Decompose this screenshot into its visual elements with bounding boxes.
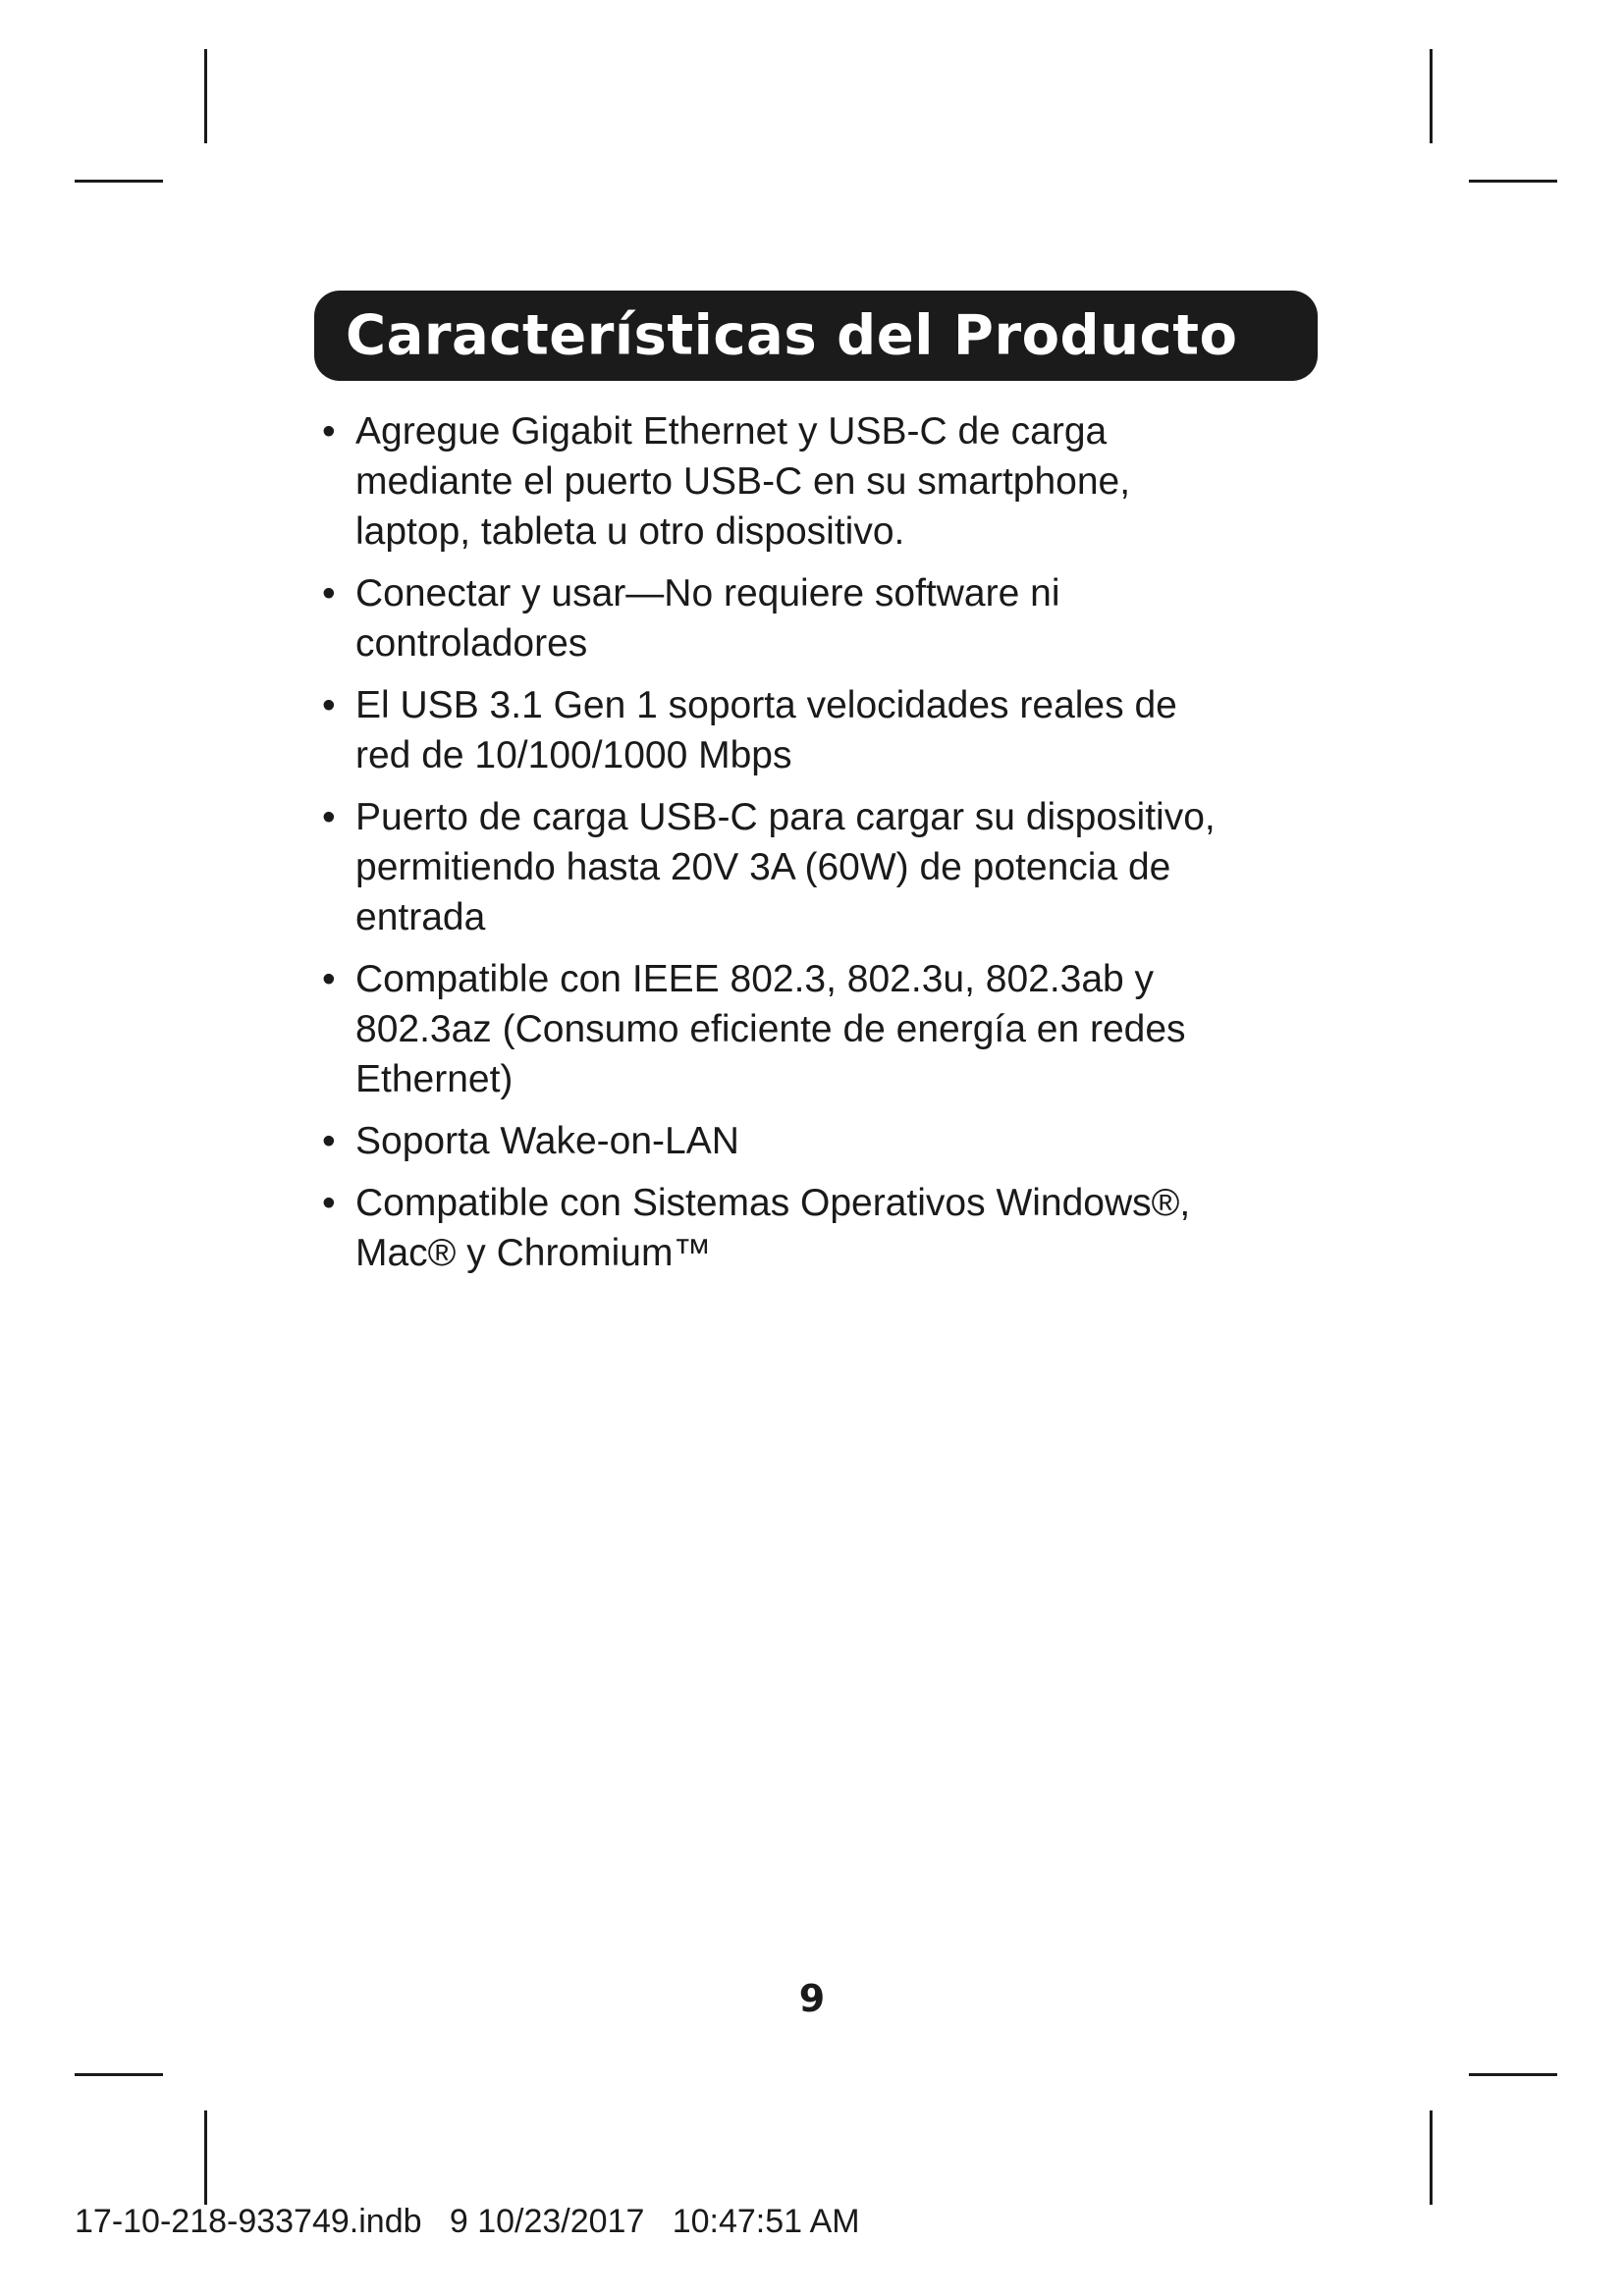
crop-mark-bottom-left-horizontal [75, 2073, 163, 2076]
bullet-icon: • [322, 958, 336, 1000]
bullet-icon: • [322, 410, 336, 453]
crop-mark-top-right-horizontal [1469, 180, 1557, 183]
feature-text-line: entrada [355, 896, 486, 938]
feature-text-line: Compatible con IEEE 802.3, 802.3u, 802.3ab y [355, 958, 1155, 1000]
crop-mark-bottom-right-vertical [1430, 2110, 1433, 2205]
crop-mark-top-left-horizontal [75, 180, 163, 183]
crop-mark-top-right-vertical [1430, 49, 1433, 143]
feature-text-line: mediante el puerto USB-C en su smartphone, [355, 460, 1131, 503]
bullet-icon: • [322, 572, 336, 614]
feature-text-line: Soporta Wake-on-LAN [355, 1120, 739, 1162]
bullet-icon: • [322, 1120, 336, 1162]
bullet-icon: • [322, 684, 336, 726]
feature-item [316, 792, 1298, 942]
section-title: Características del Producto [346, 303, 1238, 368]
crop-mark-bottom-left-vertical [204, 2110, 207, 2205]
feature-text-line: permitiendo hasta 20V 3A (60W) de potencia de [355, 846, 1171, 888]
feature-text-line: El USB 3.1 Gen 1 soporta velocidades reales de [355, 684, 1177, 726]
feature-item [316, 954, 1298, 1104]
feature-text-line: Puerto de carga USB-C para cargar su dispositivo, [355, 796, 1216, 838]
feature-text-line: red de 10/100/1000 Mbps [355, 734, 792, 776]
feature-item [316, 1178, 1298, 1278]
feature-text-line: Ethernet) [355, 1058, 514, 1100]
feature-item [316, 680, 1298, 780]
feature-item [316, 1116, 1298, 1166]
bullet-icon: • [322, 796, 336, 838]
feature-text-line: Compatible con Sistemas Operativos Windows®, [355, 1182, 1191, 1224]
crop-mark-bottom-right-horizontal [1469, 2073, 1557, 2076]
feature-item [316, 406, 1298, 557]
feature-list [316, 406, 1298, 1290]
feature-text-line: Conectar y usar—No requiere software ni [355, 572, 1060, 614]
feature-text-line: Mac® y Chromium™ [355, 1232, 712, 1274]
feature-item [316, 568, 1298, 668]
bullet-icon: • [322, 1182, 336, 1224]
feature-text-line: Agregue Gigabit Ethernet y USB-C de carga [355, 410, 1108, 453]
feature-text-line: controladores [355, 622, 588, 665]
feature-text-line: laptop, tableta u otro dispositivo. [355, 510, 905, 553]
feature-text-line: 802.3az (Consumo eficiente de energía en redes [355, 1008, 1186, 1050]
print-slug: 17-10-218-933749.indb 9 10/23/2017 10:47:51 AM [75, 2203, 860, 2240]
crop-mark-top-left-vertical [204, 49, 207, 143]
page-number: 9 [798, 1977, 826, 2020]
section-header [314, 291, 1318, 381]
